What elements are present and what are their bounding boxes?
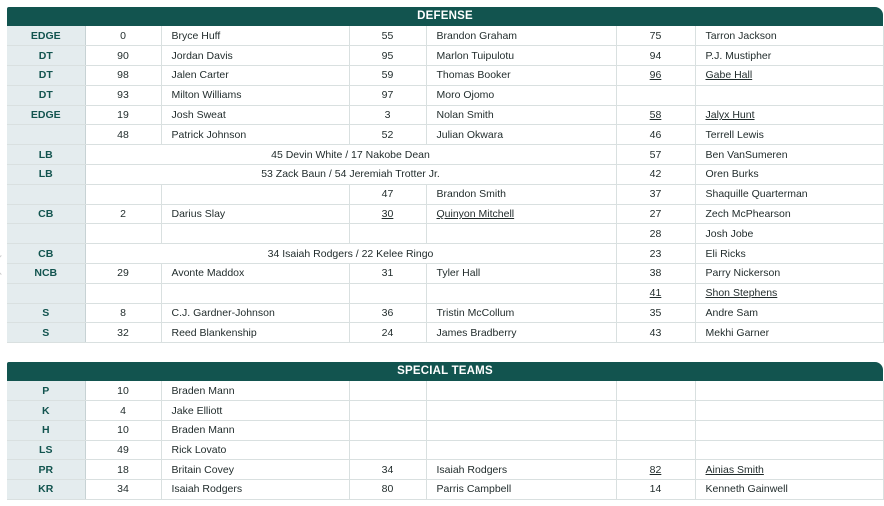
player-name-cell: Shon Stephens <box>695 283 883 303</box>
table-row <box>7 85 883 105</box>
position-cell: H <box>7 420 85 440</box>
position-cell: DT <box>7 66 85 86</box>
table-row <box>7 26 883 46</box>
player-name-cell: Brandon Smith <box>426 184 616 204</box>
table-row <box>7 460 883 480</box>
player-name-cell: James Bradberry <box>426 323 616 343</box>
player-name-cell <box>161 283 349 303</box>
position-cell <box>7 283 85 303</box>
player-name-cell: Parris Campbell <box>426 479 616 499</box>
player-name-cell <box>426 420 616 440</box>
table-row <box>7 105 883 125</box>
table-row <box>7 46 883 66</box>
player-name-cell: Thomas Booker <box>426 66 616 86</box>
position-cell: DT <box>7 85 85 105</box>
player-name-cell: Mekhi Garner <box>695 323 883 343</box>
player-name-cell <box>426 401 616 421</box>
jersey-number-cell: 18 <box>85 460 161 480</box>
jersey-number-cell: 24 <box>349 323 426 343</box>
jersey-number-cell: 30 <box>349 204 426 224</box>
position-cell <box>7 224 85 244</box>
jersey-number-cell: 55 <box>349 26 426 46</box>
table-row <box>7 401 883 421</box>
player-name-cell: Marlon Tuipulotu <box>426 46 616 66</box>
table-row <box>7 303 883 323</box>
jersey-number-cell: 0 <box>85 26 161 46</box>
player-name-cell <box>161 224 349 244</box>
position-cell: EDGE <box>7 105 85 125</box>
position-cell: LB <box>7 165 85 185</box>
player-name-cell: Gabe Hall <box>695 66 883 86</box>
player-name-cell <box>695 401 883 421</box>
player-name-cell <box>426 224 616 244</box>
player-name-cell: Rick Lovato <box>161 440 349 460</box>
jersey-number-cell: 47 <box>349 184 426 204</box>
jersey-number-cell <box>616 401 695 421</box>
table-row <box>7 420 883 440</box>
table-row <box>7 244 883 264</box>
jersey-number-cell: 38 <box>616 264 695 284</box>
table-row <box>7 440 883 460</box>
player-name-cell: Jordan Davis <box>161 46 349 66</box>
jersey-number-cell: 43 <box>616 323 695 343</box>
jersey-number-cell: 46 <box>616 125 695 145</box>
shared-players-cell: 34 Isaiah Rodgers / 22 Kelee Ringo <box>85 244 616 264</box>
jersey-number-cell <box>616 440 695 460</box>
player-name-cell <box>161 184 349 204</box>
player-name-cell: Jalyx Hunt <box>695 105 883 125</box>
jersey-number-cell <box>85 224 161 244</box>
player-name-cell: Ainias Smith <box>695 460 883 480</box>
position-cell: KR <box>7 479 85 499</box>
table-row <box>7 479 883 499</box>
jersey-number-cell: 37 <box>616 184 695 204</box>
player-name-cell: Moro Ojomo <box>426 85 616 105</box>
special-teams-section <box>7 362 883 500</box>
player-name-cell: Zech McPhearson <box>695 204 883 224</box>
table-row <box>7 283 883 303</box>
table-row <box>7 66 883 86</box>
jersey-number-cell: 59 <box>349 66 426 86</box>
jersey-number-cell: 28 <box>616 224 695 244</box>
player-name-cell: Jalen Carter <box>161 66 349 86</box>
shared-players-cell: 45 Devin White / 17 Nakobe Dean <box>85 145 616 165</box>
jersey-number-cell: 57 <box>616 145 695 165</box>
player-name-cell: Brandon Graham <box>426 26 616 46</box>
jersey-number-cell: 93 <box>85 85 161 105</box>
player-name-cell: Braden Mann <box>161 420 349 440</box>
player-name-cell <box>695 85 883 105</box>
jersey-number-cell <box>85 283 161 303</box>
jersey-number-cell: 90 <box>85 46 161 66</box>
player-name-cell: Josh Sweat <box>161 105 349 125</box>
jersey-number-cell <box>349 381 426 401</box>
defense-depth-chart <box>7 26 884 343</box>
player-name-cell: Patrick Johnson <box>161 125 349 145</box>
jersey-number-cell: 10 <box>85 381 161 401</box>
jersey-number-cell <box>349 420 426 440</box>
jersey-number-cell: 80 <box>349 479 426 499</box>
player-name-cell: Tristin McCollum <box>426 303 616 323</box>
jersey-number-cell: 82 <box>616 460 695 480</box>
player-name-cell: Shaquille Quarterman <box>695 184 883 204</box>
position-cell: CB <box>7 204 85 224</box>
position-cell: P <box>7 381 85 401</box>
player-name-cell: Milton Williams <box>161 85 349 105</box>
jersey-number-cell <box>349 224 426 244</box>
jersey-number-cell <box>349 401 426 421</box>
position-cell: LS <box>7 440 85 460</box>
special-teams-header: SPECIAL TEAMS <box>7 362 883 381</box>
jersey-number-cell: 58 <box>616 105 695 125</box>
jersey-number-cell: 75 <box>616 26 695 46</box>
player-name-cell: Britain Covey <box>161 460 349 480</box>
player-name-cell: Bryce Huff <box>161 26 349 46</box>
player-name-cell: Parry Nickerson <box>695 264 883 284</box>
position-cell <box>7 125 85 145</box>
player-name-cell: Andre Sam <box>695 303 883 323</box>
player-name-cell: Avonte Maddox <box>161 264 349 284</box>
position-cell: K <box>7 401 85 421</box>
table-row <box>7 264 883 284</box>
position-cell: PR <box>7 460 85 480</box>
jersey-number-cell: 97 <box>349 85 426 105</box>
jersey-number-cell: 3 <box>349 105 426 125</box>
table-row <box>7 381 883 401</box>
position-cell: CB <box>7 244 85 264</box>
player-name-cell <box>695 420 883 440</box>
jersey-number-cell <box>85 184 161 204</box>
jersey-number-cell: 49 <box>85 440 161 460</box>
player-name-cell: Darius Slay <box>161 204 349 224</box>
jersey-number-cell: 2 <box>85 204 161 224</box>
player-name-cell: Josh Jobe <box>695 224 883 244</box>
jersey-number-cell: 29 <box>85 264 161 284</box>
jersey-number-cell: 42 <box>616 165 695 185</box>
table-row <box>7 323 883 343</box>
player-name-cell: Kenneth Gainwell <box>695 479 883 499</box>
jersey-number-cell <box>616 381 695 401</box>
player-name-cell: Reed Blankenship <box>161 323 349 343</box>
player-name-cell: Nolan Smith <box>426 105 616 125</box>
table-row <box>7 125 883 145</box>
player-name-cell <box>695 381 883 401</box>
position-cell: NCB <box>7 264 85 284</box>
player-name-cell: Eli Ricks <box>695 244 883 264</box>
player-name-cell: C.J. Gardner-Johnson <box>161 303 349 323</box>
jersey-number-cell: 98 <box>85 66 161 86</box>
player-name-cell: Terrell Lewis <box>695 125 883 145</box>
jersey-number-cell: 34 <box>85 479 161 499</box>
jersey-number-cell: 10 <box>85 420 161 440</box>
position-cell: S <box>7 323 85 343</box>
player-name-cell: P.J. Mustipher <box>695 46 883 66</box>
jersey-number-cell: 96 <box>616 66 695 86</box>
jersey-number-cell: 19 <box>85 105 161 125</box>
jersey-number-cell: 36 <box>349 303 426 323</box>
player-name-cell: Julian Okwara <box>426 125 616 145</box>
player-name-cell: Tarron Jackson <box>695 26 883 46</box>
player-name-cell: Isaiah Rodgers <box>426 460 616 480</box>
jersey-number-cell: 41 <box>616 283 695 303</box>
defense-header: DEFENSE <box>7 7 883 26</box>
table-row <box>7 224 883 244</box>
player-name-cell: Isaiah Rodgers <box>161 479 349 499</box>
position-cell <box>7 184 85 204</box>
player-name-cell <box>426 440 616 460</box>
jersey-number-cell: 34 <box>349 460 426 480</box>
player-name-cell: Ben VanSumeren <box>695 145 883 165</box>
jersey-number-cell: 31 <box>349 264 426 284</box>
jersey-number-cell: 4 <box>85 401 161 421</box>
shared-players-cell: 53 Zack Baun / 54 Jeremiah Trotter Jr. <box>85 165 616 185</box>
jersey-number-cell: 48 <box>85 125 161 145</box>
player-name-cell <box>426 381 616 401</box>
jersey-number-cell: 23 <box>616 244 695 264</box>
player-name-cell: Oren Burks <box>695 165 883 185</box>
jersey-number-cell <box>349 283 426 303</box>
position-cell: DT <box>7 46 85 66</box>
player-name-cell: Braden Mann <box>161 381 349 401</box>
position-cell: S <box>7 303 85 323</box>
player-name-cell: Jake Elliott <box>161 401 349 421</box>
table-row <box>7 204 883 224</box>
player-name-cell <box>695 440 883 460</box>
jersey-number-cell <box>349 440 426 460</box>
player-name-cell: Tyler Hall <box>426 264 616 284</box>
position-cell: EDGE <box>7 26 85 46</box>
jersey-number-cell: 35 <box>616 303 695 323</box>
jersey-number-cell: 52 <box>349 125 426 145</box>
special-teams-depth-chart <box>7 381 884 500</box>
table-row <box>7 165 883 185</box>
jersey-number-cell: 27 <box>616 204 695 224</box>
defense-section <box>7 7 883 343</box>
position-cell: LB <box>7 145 85 165</box>
table-row <box>7 145 883 165</box>
jersey-number-cell: 95 <box>349 46 426 66</box>
jersey-number-cell <box>616 420 695 440</box>
jersey-number-cell: 94 <box>616 46 695 66</box>
table-row <box>7 184 883 204</box>
jersey-number-cell: 14 <box>616 479 695 499</box>
jersey-number-cell <box>616 85 695 105</box>
jersey-number-cell: 32 <box>85 323 161 343</box>
player-name-cell <box>426 283 616 303</box>
player-name-cell: Quinyon Mitchell <box>426 204 616 224</box>
jersey-number-cell: 8 <box>85 303 161 323</box>
